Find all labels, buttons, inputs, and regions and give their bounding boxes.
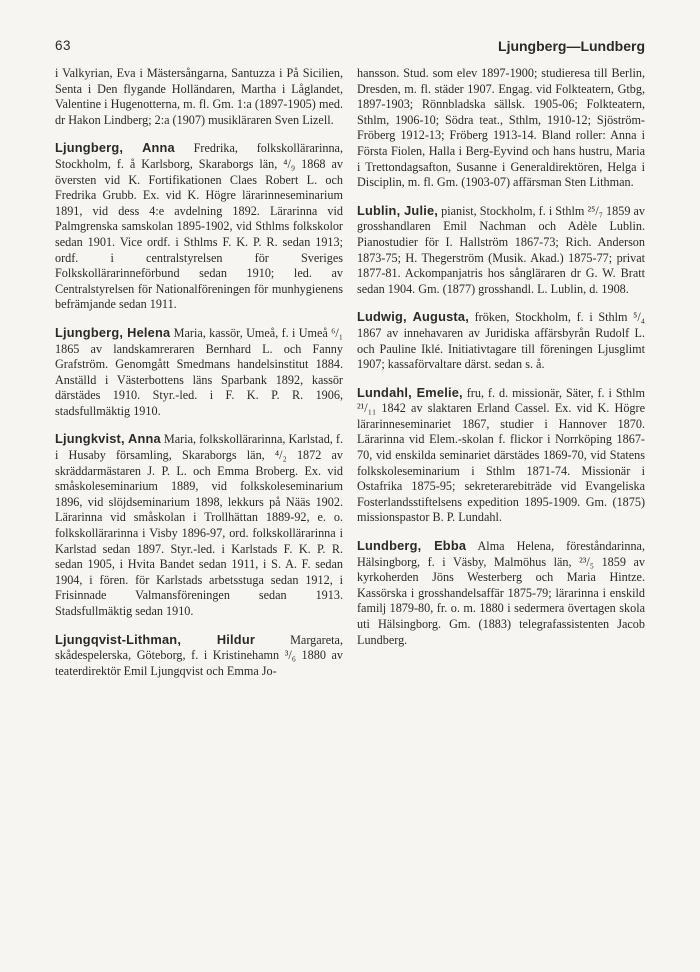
biography-entry [357,538,645,648]
biography-entry [357,203,645,298]
page-header [55,38,645,56]
entry-name: Lundberg, Ebba [357,538,467,554]
entry-text: Fredrika, folkskollärarinna, Stockholm, f. å Karlsborg, Skaraborgs län, ⁴/₉ 1868 av översten vid K. Fortifikationen Claes Robert L. och Fredrika Grubb. Ex. vid K. Högre lärarinneseminarium 1891, vid dess 4:e avdelning 1892. Lärarinna vid Palmgrenska samskolan 1895-1902, vid Sthlms folkskolor sedan 1901. Vice ordf. i Sthlms F. K. P. R. sedan 1913; ordf. i centralstyrelsen för Sveriges Folkskollärarinneförbund sedan 1910; led. av Centralstyrelsen för Nationalföreningen för munhygienens befrämjande sedan 1911. [55,141,343,312]
entry-name: Ljungberg, Anna [55,140,175,156]
entry-name: Lundahl, Emelie, [357,384,463,400]
biography-entry [55,632,343,680]
right-column [357,66,645,660]
biography-entry [55,431,343,619]
entry-name: Ljungqvist-Lithman, Hildur [55,631,256,647]
entry-name: Lublin, Julie, [357,202,439,218]
entry-text: Alma Helena, föreståndarinna, Hälsingborg, f. i Väsby, Malmöhus län, ²³/₅ 1859 av kyrkoherden Jöns Westerberg och Maria Hintze. Kassörska i grosshandelsaffär 1875-79; lärarinna i enskild familj 1879-80, fr. o. m. 1880 i sedermera övertagen skola uti Hälsingborg. Gm. (1883) telegrafassistenten Jacob Lundberg. [357,539,645,647]
entry-text: Maria, kassör, Umeå, f. i Umeå ⁶/₁ 1865 av landskamreraren Bernhard L. och Fanny Grafström. Genomgått Smedmans handelsinstitut 1884. Anställd i Västerbottens läns Sparbank 1892, kassör därstädes 1910. Styr.-led. i F. K. P. R. 1906, stadsfullmäktig 1910. [55,325,344,418]
running-head: Ljungberg—Lundberg [498,38,645,54]
entry-text: fru, f. d. missionär, Säter, f. i Sthlm ²¹/₁₁ 1842 av slaktaren Erland Cassel. Ex. vid K. Högre lärarinneseminariet 1867, studier i Hannover 1870. Lärarinna vid Elem.-skolan f. flickor i Norrköping 1867-70, vid enskilda seminariet därstädes 1869-70, vid Statens folkskoleseminarium i Sthlm 1871-74. Missionär i Ostafrika 1875-95; sekreterarebiträde vid Evangeliska Fosterlandsstiftelsens expedition 1895-1909. Gm. (1875) missionspastor B. P. Lundahl. [357,385,646,525]
entry-name: Ljungkvist, Anna [55,431,161,447]
entry-text: Maria, folkskollärarinna, Karlstad, f. i Husaby församling, Skaraborgs län, ⁴/₂ 1872 av skräddarmästaren J. P. L. och Emma Broberg. Ex. vid småskoleseminarium 1889, vid folkskoleseminarium 1896, vid slöjdseminarium 1898, lekkurs på Nääs 1902. Lärarinna vid småskolan i Trollhättan 1889-92, e. o. folkskollärarinna i Visby 1896-97, ord. folkskollärarinna i Karlstad sedan 1897. Styr.-led. i Karlstads F. K. P. R. sedan 1905, i Hvita Bandet sedan 1911, i S. A. F. sedan 1904, i fören. för Karlstads arbetsstuga sedan 1912, i Frisinnade Valmansföreningen sedan 1913. Stadsfullmäktig sedan 1910. [55,432,344,618]
page-number: 63 [55,38,72,53]
entry-text: Margareta, skådespelerska, Göteborg, f. i Kristinehamn ³/₆ 1880 av teaterdirektör Emil Ljungqvist och Emma Jo- [55,632,343,678]
entry-name: Ljungberg, Helena [55,324,171,340]
entry-text: hansson. Stud. som elev 1897-1900; studieresa till Berlin, Dresden, m. fl. städer 1907. Engag. vid Folkteatern, Gtbg, 1897-1903; Rönnbladska sällsk. 1905-06; Folkteatern, Sthlm, 1906-10; Södra teat., Sthlm, 1910-12; Sjöström-Fröberg 1912-13; Fröberg 1913-14. Bland roller: Anna i Första Fiolen, Halla i Berg-Eyvind och hans hustru, Maria i Trettondagsafton, Susanne i Generaldirektören, Helga i Disciplin, m. fl. Gm. (1903-07) affärsman Sten Lithman. [357,66,645,190]
left-column [55,66,343,691]
biography-entry [357,385,645,526]
entry-text: i Valkyrian, Eva i Mästersångarna, Santuzza i På Sicilien, Senta i Den flygande Holländaren, Martha i Låglandet, Valentine i Hugenotterna, m. fl. Gm. 1:a (1897-1905) med. dr Hakon Lindberg; 2:a (1907) musikläraren Sven Lizell. [55,66,343,127]
entry-continuation [55,66,343,128]
entry-text: pianist, Stockholm, f. i Sthlm ²⁵/₇ 1859 av grosshandlaren Emil Nachman och Adèle Lublin. Pianostudier för I. Hallström 1867-73; Rich. Anderson 1873-75; H. Thegerström (Musik. Akad.) 1875-77; privat 1877-81. Ackompanjatris hos sångläraren dr G. W. Bratt sedan 1904. Gm. (1877) grosshandl. L. Lublin, d. 1908. [357,203,645,296]
biography-entry [55,140,343,313]
entry-text: fröken, Stockholm, f. i Sthlm ⁵/₄ 1867 av innehavaren av Juridiska affärsbyrån Rudolf L. och Pauline Iklé. Initiativtagare till föreningen Ljusglimt 1907; kassaförvaltare därst. sedan s. å. [357,310,646,372]
biography-entry [55,325,343,420]
biography-entry [357,309,645,372]
entry-continuation [357,66,645,191]
entry-name: Ludwig, Augusta, [357,309,469,325]
